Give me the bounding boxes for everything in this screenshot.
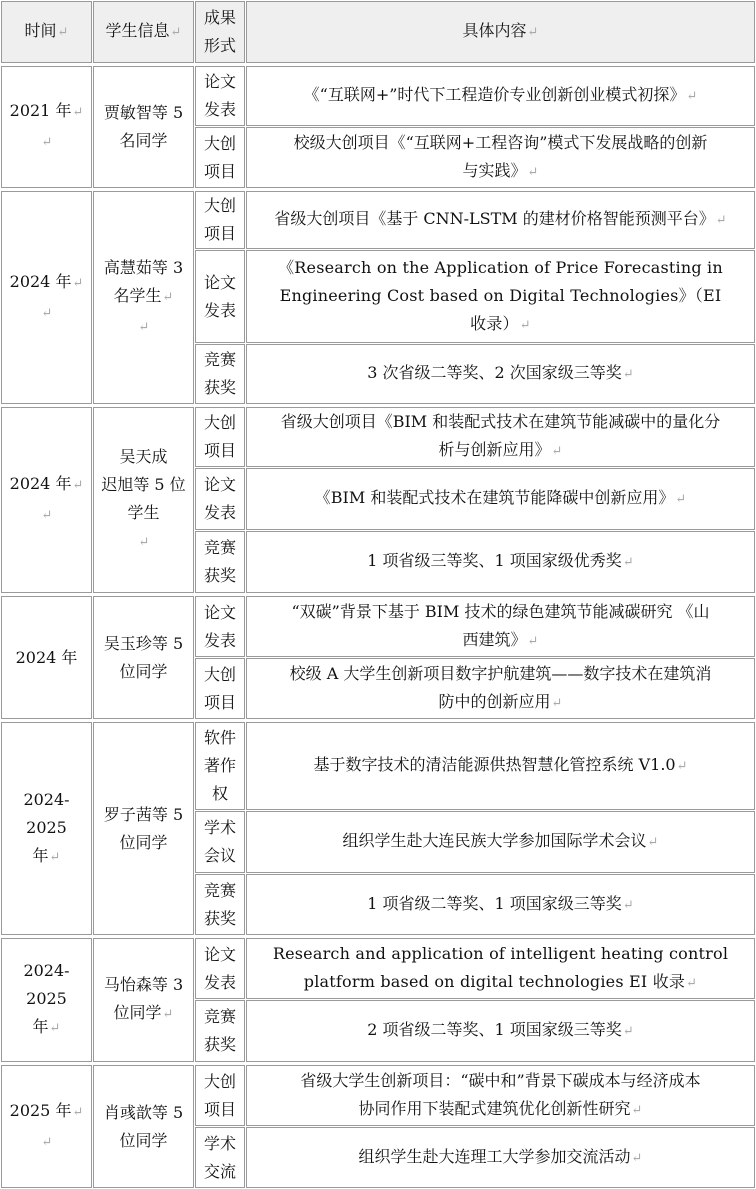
time-cell: 2025 年↵ ↵ (1, 1065, 92, 1188)
content-cell: “双碳”背景下基于 BIM 技术的绿色建筑节能减碳研究 《山 西建筑》↵ (246, 596, 755, 657)
time-cell: 2021 年↵ ↵ (1, 66, 92, 188)
form-cell: 大创 项目 (195, 127, 245, 188)
content-cell: 《“互联网+”时代下工程造价专业创新创业模式初探》↵ (246, 66, 755, 126)
content-cell: 2 项省级二等奖、1 项国家级三等奖↵ (246, 1000, 755, 1062)
content-cell: 省级大创项目《基于 CNN-LSTM 的建材价格智能预测平台》↵ (246, 191, 755, 249)
form-cell: 学术 会议 (195, 811, 245, 873)
content-cell: 《BIM 和装配式技术在建筑节能降碳中创新应用》↵ (246, 468, 755, 530)
time-cell: 2024-2025 年↵ (1, 722, 92, 935)
paragraph-mark-icon: ↵ (527, 25, 539, 40)
form-cell: 大创 项目 (195, 407, 245, 467)
header-student: 学生信息↵ (93, 1, 194, 63)
form-cell: 竞赛 获奖 (195, 1000, 245, 1062)
form-cell: 竞赛 获奖 (195, 344, 245, 404)
paragraph-mark-icon: ↵ (57, 25, 69, 40)
time-cell: 2024 年↵ ↵ (1, 191, 92, 404)
time-cell: 2024 年↵ ↵ (1, 407, 92, 593)
form-cell: 论文 发表 (195, 66, 245, 126)
content-cell: 省级大创项目《BIM 和装配式技术在建筑节能减碳中的量化分 析与创新应用》↵ (246, 407, 755, 467)
form-cell: 大创 项目 (195, 1065, 245, 1126)
content-cell: 《Research on the Application of Price Forecasting in Engineering Cost based on Digital Technologies》（EI 收录）↵ (246, 250, 755, 343)
form-cell: 竞赛 获奖 (195, 531, 245, 593)
paragraph-mark-icon: ↵ (170, 25, 182, 40)
content-cell: 3 次省级二等奖、2 次国家级三等奖↵ (246, 344, 755, 404)
form-cell: 大创 项目 (195, 191, 245, 249)
content-cell: 1 项省级三等奖、1 项国家级优秀奖↵ (246, 531, 755, 593)
student-cell: 吴玉珍等 5 位同学 (93, 596, 194, 719)
form-cell: 学术 交流 (195, 1127, 245, 1188)
student-cell: 马怡森等 3 位同学↵ (93, 938, 194, 1062)
student-cell: 罗子茜等 5 位同学 (93, 722, 194, 935)
content-cell: 基于数字技术的清洁能源供热智慧化管控系统 V1.0↵ (246, 722, 755, 810)
header-form: 成果 形式 (195, 1, 245, 63)
form-cell: 论文 发表 (195, 596, 245, 657)
form-cell: 论文 发表 (195, 468, 245, 530)
form-cell: 论文 发表 (195, 250, 245, 343)
time-cell: 2024-2025 年↵ (1, 938, 92, 1062)
form-cell: 竞赛 获奖 (195, 874, 245, 935)
header-content: 具体内容↵ (246, 1, 755, 63)
time-cell: 2024 年 (1, 596, 92, 719)
form-cell: 论文 发表 (195, 938, 245, 999)
header-time: 时间↵ (1, 1, 92, 63)
student-cell: 贾敏智等 5 名同学 (93, 66, 194, 188)
content-cell: 1 项省级二等奖、1 项国家级三等奖↵ (246, 874, 755, 935)
content-cell: 组织学生赴大连民族大学参加国际学术会议↵ (246, 811, 755, 873)
form-cell: 软件 著作 权 (195, 722, 245, 810)
content-cell: 省级大学生创新项目：“碳中和”背景下碳成本与经济成本 协同作用下装配式建筑优化创新性研究↵ (246, 1065, 755, 1126)
content-cell: 组织学生赴大连理工大学参加交流活动↵ (246, 1127, 755, 1188)
student-cell: 吴天成 迟旭等 5 位 学生 ↵ (93, 407, 194, 593)
student-cell: 高慧茹等 3 名学生↵ ↵ (93, 191, 194, 404)
content-cell: 校级 A 大学生创新项目数字护航建筑——数字技术在建筑消 防中的创新应用↵ (246, 658, 755, 719)
content-cell: 校级大创项目《“互联网+工程咨询”模式下发展战略的创新 与实践》↵ (246, 127, 755, 188)
content-cell: Research and application of intelligent heating control platform based on digital technologies EI 收录↵ (246, 938, 755, 999)
form-cell: 大创 项目 (195, 658, 245, 719)
student-cell: 肖彧歆等 5 位同学 (93, 1065, 194, 1188)
